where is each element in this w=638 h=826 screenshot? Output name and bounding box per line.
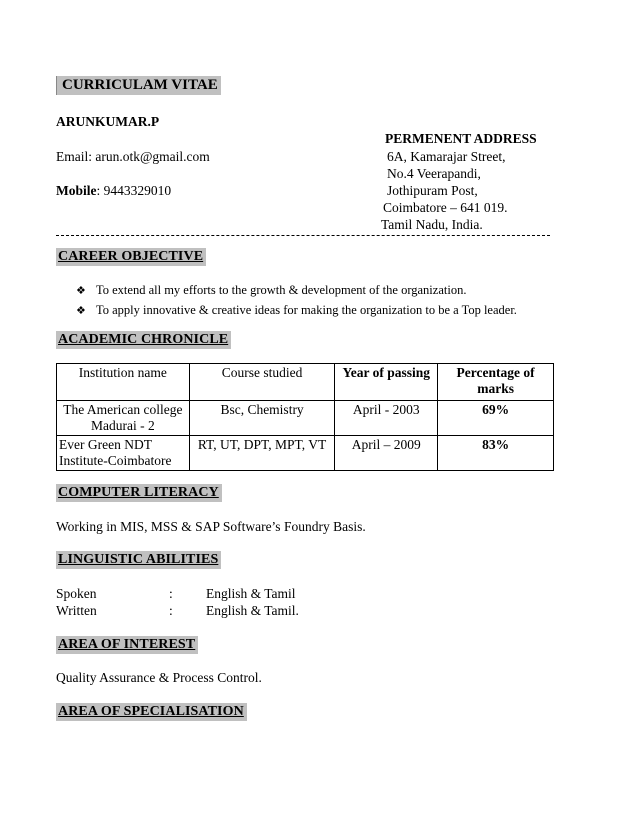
language-separator: : bbox=[169, 586, 173, 601]
column-header: Percentage of marks bbox=[438, 364, 554, 401]
list-item: ❖ To apply innovative & creative ideas for making the organization to be a Top leader. bbox=[76, 300, 517, 320]
column-header: Year of passing bbox=[335, 364, 438, 401]
mobile-value: : 9443329010 bbox=[96, 183, 172, 198]
diamond-bullet-icon: ❖ bbox=[76, 305, 86, 317]
divider-line bbox=[56, 235, 550, 236]
address-line: Tamil Nadu, India. bbox=[381, 217, 483, 232]
address-line: No.4 Veerapandi, bbox=[387, 166, 481, 181]
email-label: Email: bbox=[56, 149, 92, 164]
email-value: arun.otk@gmail.com bbox=[95, 149, 210, 164]
table-row bbox=[57, 401, 554, 436]
candidate-name: ARUNKUMAR.P bbox=[56, 114, 160, 129]
area-of-interest-text: Quality Assurance & Process Control. bbox=[56, 670, 262, 685]
area-of-interest-heading: AREA OF INTEREST bbox=[56, 636, 198, 654]
mobile-line bbox=[56, 183, 171, 199]
language-label: Written bbox=[56, 603, 97, 618]
table-row bbox=[57, 436, 554, 471]
address-line: 6A, Kamarajar Street, bbox=[387, 149, 506, 164]
page-title: CURRICULAM VITAE bbox=[56, 76, 221, 95]
language-value: English & Tamil bbox=[206, 586, 296, 601]
table-cell: Bsc, Chemistry bbox=[189, 401, 335, 436]
language-value: English & Tamil. bbox=[206, 603, 299, 618]
address-line: Jothipuram Post, bbox=[387, 183, 478, 198]
diamond-bullet-icon: ❖ bbox=[76, 285, 86, 297]
mobile-label: Mobile bbox=[56, 183, 97, 198]
computer-literacy-text: Working in MIS, MSS & SAP Software’s Foundry Basis. bbox=[56, 519, 366, 534]
academic-chronicle-heading: ACADEMIC CHRONICLE bbox=[56, 331, 231, 349]
language-label: Spoken bbox=[56, 586, 97, 601]
table-cell: April – 2009 bbox=[335, 436, 438, 471]
table-cell: 69% bbox=[438, 401, 554, 436]
table-header-row bbox=[57, 364, 554, 401]
address-line: Coimbatore – 641 019. bbox=[383, 200, 508, 215]
language-separator: : bbox=[169, 603, 173, 618]
linguistic-abilities-heading: LINGUISTIC ABILITIES bbox=[56, 551, 221, 569]
table-cell: Ever Green NDT Institute-Coimbatore bbox=[57, 436, 190, 471]
address-heading: PERMENENT ADDRESS bbox=[385, 131, 537, 146]
table-cell: April - 2003 bbox=[335, 401, 438, 436]
table-cell: RT, UT, DPT, MPT, VT bbox=[189, 436, 335, 471]
academic-table bbox=[56, 363, 554, 471]
column-header: Course studied bbox=[189, 364, 335, 401]
email-line bbox=[56, 149, 210, 165]
area-of-specialisation-heading: AREA OF SPECIALISATION bbox=[56, 703, 247, 721]
table-cell: The American college Madurai - 2 bbox=[57, 401, 190, 436]
career-objective-heading: CAREER OBJECTIVE bbox=[56, 248, 206, 266]
list-item: ❖ To extend all my efforts to the growth & development of the organization. bbox=[76, 280, 517, 300]
computer-literacy-heading: COMPUTER LITERACY bbox=[56, 484, 222, 502]
table-cell: 83% bbox=[438, 436, 554, 471]
objective-list bbox=[76, 280, 517, 320]
column-header: Institution name bbox=[57, 364, 190, 401]
